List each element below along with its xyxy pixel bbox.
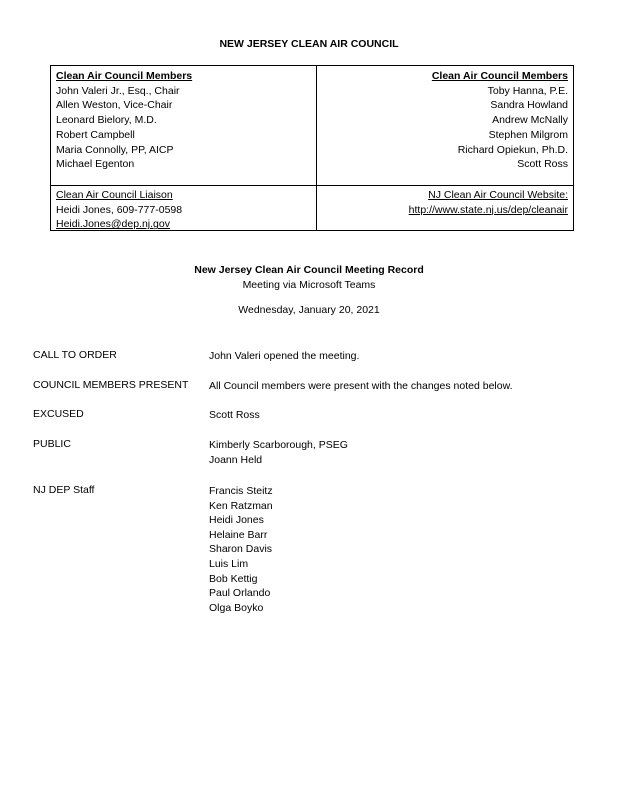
member-name: Maria Connolly, PP, AICP xyxy=(56,143,174,156)
staff-member: Paul Orlando xyxy=(209,587,271,600)
meeting-date: Wednesday, January 20, 2021 xyxy=(238,304,380,316)
member-name: Toby Hanna, P.E. xyxy=(487,84,568,97)
staff-member: Ken Ratzman xyxy=(209,499,273,512)
liaison-name: Heidi Jones, 609-777-0598 xyxy=(56,203,183,216)
staff-member: Heidi Jones xyxy=(209,514,264,527)
excused-value: Scott Ross xyxy=(209,409,260,421)
staff-member: Bob Kettig xyxy=(209,572,258,585)
website-header: NJ Clean Air Council Website: xyxy=(428,189,568,201)
meeting-record-title: New Jersey Clean Air Council Meeting Record xyxy=(194,264,424,276)
website-link[interactable]: http://www.state.nj.us/dep/cleanair xyxy=(408,203,568,216)
member-name: Leonard Bielory, M.D. xyxy=(56,114,157,127)
member-name: Andrew McNally xyxy=(492,114,568,127)
staff-member: Sharon Davis xyxy=(209,543,273,556)
left-members-header: Clean Air Council Members xyxy=(56,70,193,82)
call-to-order-value: John Valeri opened the meeting. xyxy=(209,350,360,362)
public-attendee: Joann Held xyxy=(209,453,263,466)
table-horizontal-divider xyxy=(51,185,573,186)
council-present-label: COUNCIL MEMBERS PRESENT xyxy=(33,379,189,391)
member-name: Scott Ross xyxy=(517,158,568,171)
staff-names xyxy=(209,484,273,615)
liaison-cell xyxy=(56,188,182,232)
public-attendee: Kimberly Scarborough, PSEG xyxy=(209,439,348,451)
member-name: Richard Opiekun, Ph.D. xyxy=(457,143,568,156)
liaison-email-link[interactable]: Heidi.Jones@dep.nj.gov xyxy=(56,218,170,231)
council-members-table xyxy=(50,65,574,231)
right-members-header: Clean Air Council Members xyxy=(431,70,568,82)
council-present-value: All Council members were present with the changes noted below. xyxy=(209,380,513,392)
left-members-cell xyxy=(56,69,192,172)
staff-member: Francis Steitz xyxy=(209,485,273,497)
call-to-order-label: CALL TO ORDER xyxy=(33,349,117,361)
member-name: Allen Weston, Vice-Chair xyxy=(56,99,173,112)
public-label: PUBLIC xyxy=(33,438,71,450)
meeting-record-subtitle: Meeting via Microsoft Teams xyxy=(242,278,376,291)
liaison-header: Clean Air Council Liaison xyxy=(56,189,173,201)
member-name: Michael Egenton xyxy=(56,158,135,171)
member-name: Robert Campbell xyxy=(56,128,135,141)
member-name: Sandra Howland xyxy=(490,99,568,112)
right-members-cell xyxy=(432,69,568,172)
page-title: NEW JERSEY CLEAN AIR COUNCIL xyxy=(219,38,399,50)
staff-member: Luis Lim xyxy=(209,557,249,570)
meeting-record-header xyxy=(0,263,618,292)
public-names xyxy=(209,438,348,467)
staff-member: Olga Boyko xyxy=(209,601,264,614)
website-cell xyxy=(409,188,568,217)
member-name: John Valeri Jr., Esq., Chair xyxy=(56,84,180,97)
staff-label: NJ DEP Staff xyxy=(33,484,95,496)
table-vertical-divider xyxy=(316,66,317,230)
excused-label: EXCUSED xyxy=(33,408,84,420)
member-name: Stephen Milgrom xyxy=(488,128,568,141)
staff-member: Helaine Barr xyxy=(209,528,268,541)
